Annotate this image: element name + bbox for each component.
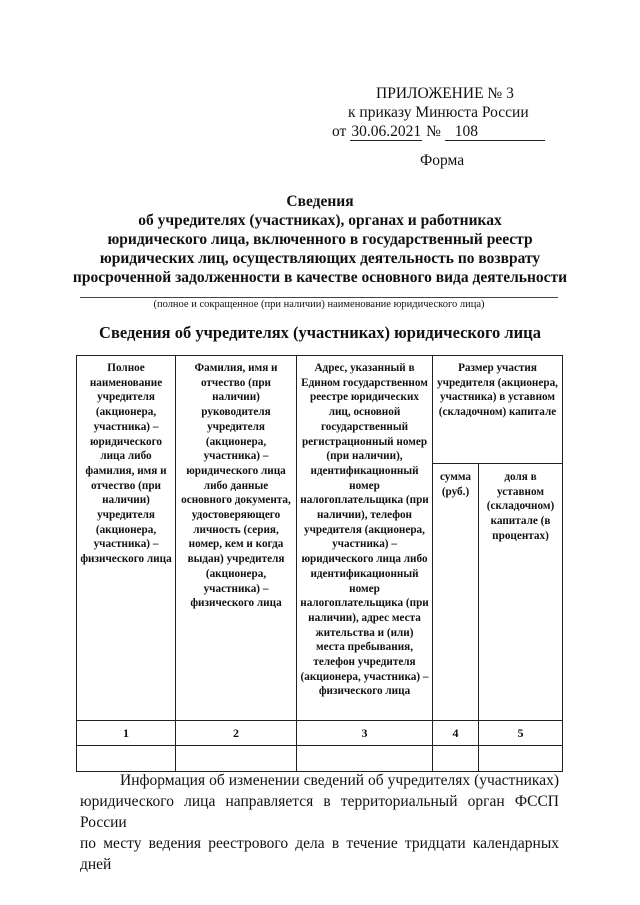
column-number: 5 — [479, 721, 563, 746]
number-prefix: № — [426, 123, 441, 140]
title-line: юридических лиц, осуществляющих деятельность по возврату — [99, 250, 541, 267]
section-title: Сведения об учредителях (участниках) юридического лица — [99, 323, 541, 342]
annex-date-line — [332, 122, 572, 141]
annex-header — [332, 84, 572, 141]
table-cell[interactable] — [297, 746, 433, 772]
annex-order-line: к приказу Минюста России — [348, 104, 529, 121]
founders-table — [76, 355, 563, 772]
column-number: 3 — [297, 721, 433, 746]
column-number: 2 — [176, 721, 297, 746]
paragraph-line: юридического лица направляется в территориальный орган ФССП России — [80, 793, 559, 831]
header-founder-name: Полное наименование учредителя (акционера, участника) – юридического лица либо фамилия, имя и отчество (при наличии) учредителя (акционера, участника) – физического лица — [77, 356, 176, 721]
paragraph-line: по месту ведения реестрового дела в течение тридцати календарных дней — [80, 835, 559, 873]
title-line: об учредителях (участниках), органах и работниках — [138, 212, 502, 229]
legal-entity-name-field[interactable] — [80, 297, 558, 298]
document-title — [60, 192, 580, 287]
order-number: 108 — [445, 123, 545, 141]
column-number: 1 — [77, 721, 176, 746]
header-row — [77, 356, 563, 464]
table-cell[interactable] — [176, 746, 297, 772]
legal-entity-name-caption: (полное и сокращенное (при наличии) наименование юридического лица) — [153, 299, 485, 310]
form-label: Форма — [420, 152, 465, 169]
order-date: 30.06.2021 — [351, 123, 422, 140]
info-paragraph — [80, 770, 559, 875]
header-participation-size: Размер участия учредителя (акционера, участника) в уставном (складочном) капитале — [433, 356, 563, 464]
title-line: Сведения — [286, 193, 354, 210]
table-cell[interactable] — [77, 746, 176, 772]
date-prefix: от — [332, 123, 347, 140]
title-line: юридического лица, включенного в государственный реестр — [107, 231, 533, 248]
paragraph-text: Информация об изменении сведений об учредителях (участниках) — [120, 772, 559, 789]
table-row — [77, 746, 563, 772]
annex-title: ПРИЛОЖЕНИЕ № 3 — [376, 85, 514, 102]
header-amount-rub: сумма (руб.) — [433, 464, 479, 721]
column-number-row — [77, 721, 563, 746]
table-cell[interactable] — [433, 746, 479, 772]
header-director-or-id-document: Фамилия, имя и отчество (при наличии) руководителя учредителя (акционера, участника) – юридического лица либо данные основного документа, удостоверяющего личность (серия, номер, кем и когда выдан) учредителя (акционера, участника) – физического лица — [176, 356, 297, 721]
column-number: 4 — [433, 721, 479, 746]
title-line: просроченной задолженности в качестве основного вида деятельности — [72, 269, 568, 286]
header-share-percent: доля в уставном (складочном) капитале (в процентах) — [479, 464, 563, 721]
table-cell[interactable] — [479, 746, 563, 772]
paragraph-line — [80, 770, 559, 791]
header-address-ogrn-inn: Адрес, указанный в Едином государственном реестре юридических лиц, основной государственный регистрационный номер (при наличии), идентификационный номер налогоплательщика (при наличии), телефон учредителя (акционера, участника) – юридического лица либо идентификационный номер налогоплательщика (при наличии), адрес места жительства и (или) места пребывания, телефон учредителя (акционера, участника) – физического лица — [297, 356, 433, 721]
